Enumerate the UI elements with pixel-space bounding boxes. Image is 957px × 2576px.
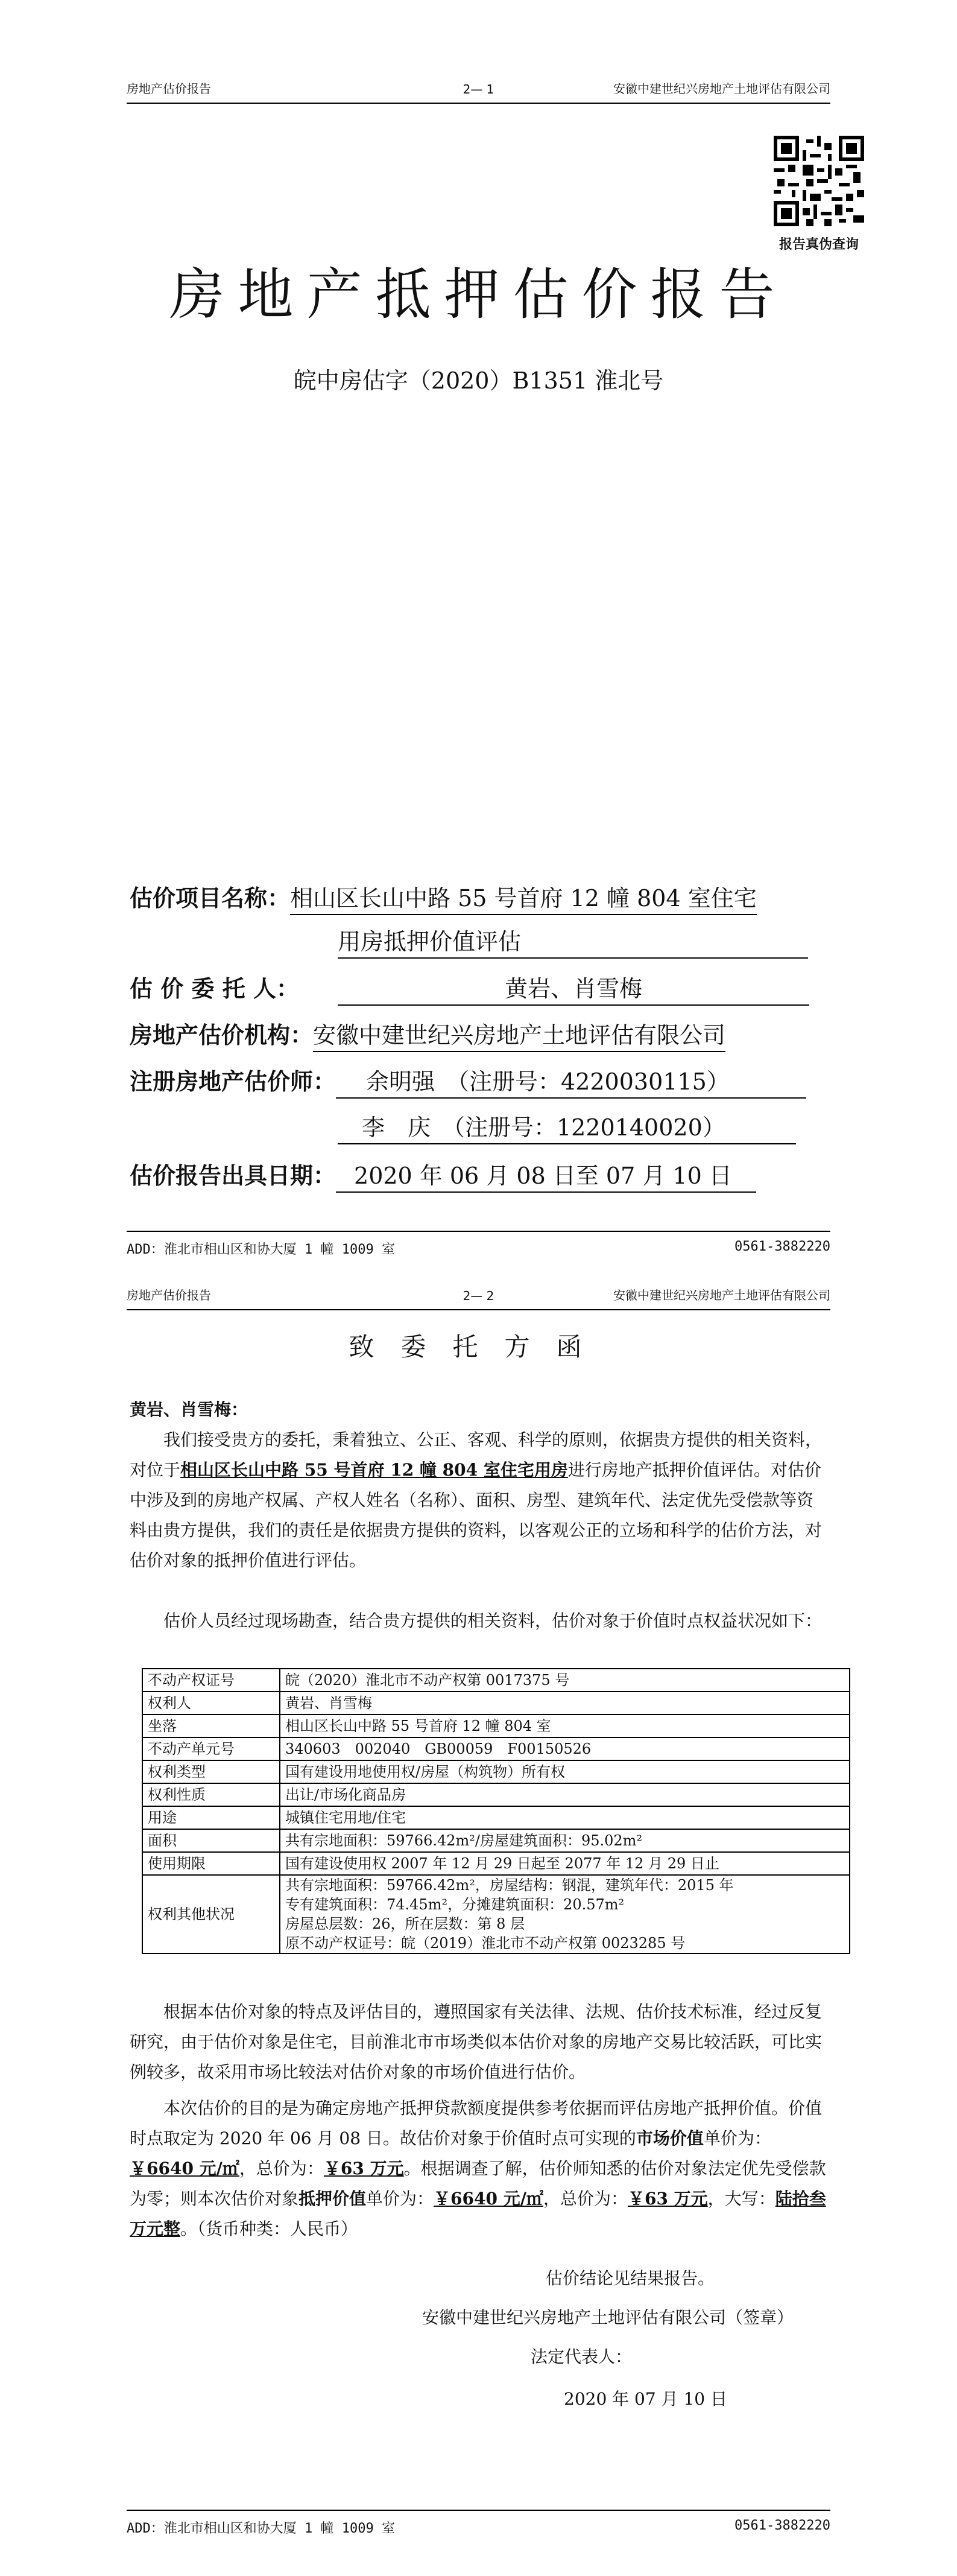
para1-text: 我们接受贵方的委托，秉着独立、公正、客观、科学的原则，依据贵方提供的相关资料，对位于 <box>130 1430 823 1480</box>
client-row <box>130 970 809 1006</box>
table-row <box>142 1715 850 1737</box>
table-row <box>142 1806 850 1829</box>
p4: 单价为： <box>366 2189 434 2209</box>
agency-row <box>130 1017 725 1052</box>
project-name-row <box>130 880 757 915</box>
other-line: 共有宗地面积：59766.42m²，房屋结构：钢混，建筑年代：2015 年 <box>285 1877 734 1894</box>
table-cell-key: 不动产权证号 <box>142 1669 280 1692</box>
property-address: 相山区长山中路 55 号首府 12 幢 804 室住宅用房 <box>180 1460 568 1480</box>
header-left: 房地产估价报告 <box>127 1288 211 1302</box>
footer-address: ADD：淮北市相山区和协大厦 1 幢 1009 室 <box>127 2521 395 2536</box>
mortgage-total-price: ￥63 万元 <box>627 2189 708 2209</box>
table-cell-key: 面积 <box>142 1829 280 1852</box>
p4-market-value: 市场价值 <box>636 2128 704 2148</box>
rights-table <box>142 1668 850 1954</box>
table-cell-key: 用途 <box>142 1806 280 1829</box>
appraiser-row-2 <box>338 1109 796 1144</box>
table-row <box>142 1875 850 1953</box>
report-title: 房地产抵押估价报告 <box>169 262 788 327</box>
table-row <box>142 1692 850 1715</box>
appraiser-1: 余明强 （注册号：4220030115） <box>336 1063 806 1099</box>
header-page-number: 2— 1 <box>463 82 494 97</box>
p4-mortgage-value: 抵押价值 <box>298 2189 367 2209</box>
table-cell-value: 皖（2020）淮北市不动产权第 0017375 号 <box>280 1669 850 1692</box>
project-name-label: 估价项目名称： <box>130 885 291 912</box>
letter-page <box>0 1285 957 2576</box>
header-company: 安徽中建世纪兴房地产土地评估有限公司 <box>613 81 830 96</box>
p4: 。（货币种类：人民币） <box>180 2219 358 2239</box>
table-cell-key: 权利性质 <box>142 1783 280 1806</box>
p4: 单价为： <box>703 2128 771 2148</box>
date-label: 估价报告出具日期： <box>130 1163 336 1189</box>
client-label: 估 价 委 托 人： <box>130 976 299 1002</box>
salutation: 黄岩、肖雪梅： <box>130 1400 248 1420</box>
p4: ，总价为： <box>543 2189 628 2209</box>
qr-caption: 报告真伪查询 <box>779 236 859 252</box>
table-cell-key: 权利其他状况 <box>142 1875 280 1953</box>
project-name-value: 相山区长山中路 55 号首府 12 幢 804 室住宅 <box>290 880 757 915</box>
paragraph-2: 估价人员经过现场勘查，结合贵方提供的相关资料，估价对象于价值时点权益状况如下： <box>163 1611 823 1631</box>
agency-value: 安徽中建世纪兴房地产土地评估有限公司 <box>313 1017 725 1052</box>
p4: ，总价为： <box>239 2159 324 2178</box>
table-cell-value <box>280 1875 850 1953</box>
appraiser-row <box>130 1063 806 1099</box>
report-number: 皖中房估字（2020）B1351 淮北号 <box>293 367 664 394</box>
table-row <box>142 1783 850 1806</box>
paragraph-1 <box>130 1425 827 1606</box>
header-company: 安徽中建世纪兴房地产土地评估有限公司 <box>613 1288 830 1302</box>
p4: 本次估价的目的是为确定房地产抵押贷款额度提供参考依据而评估房地产抵押价值。价值时点取定为 2020 年 06 月 08 日。故估价对象于价值时点可实现的 <box>130 2098 823 2148</box>
conclusion-note: 估价结论见结果报告。 <box>546 2268 715 2288</box>
table-cell-key: 坐落 <box>142 1715 280 1737</box>
table-row <box>142 1760 850 1783</box>
footer-address: ADD：淮北市相山区和协大厦 1 幢 1009 室 <box>127 1242 395 1257</box>
table-cell-value: 国有建设用地使用权/房屋（构筑物）所有权 <box>280 1760 850 1783</box>
table-row <box>142 1829 850 1852</box>
project-name-row-2 <box>338 923 808 959</box>
header-page-number: 2— 2 <box>463 1289 494 1303</box>
appraiser-label: 注册房地产估价师： <box>130 1068 336 1095</box>
cover-page <box>0 0 957 1285</box>
paragraph-3: 根据本估价对象的特点及评估目的，遵照国家有关法律、法规、估价技术标准，经过反复研究，由于估价对象是住宅，目前淮北市市场类似本估价对象的房地产交易比较活跃，可比实例较多，故采用市场比较法对估价对象的市场价值进行估价。 <box>130 2002 823 2082</box>
table-row <box>142 1669 850 1692</box>
page-header <box>127 78 830 104</box>
table-cell-value: 国有建设使用权 2007 年 12 月 29 日起至 2077 年 12 月 29 日止 <box>280 1852 850 1875</box>
letter-title: 致委托方函 <box>349 1332 608 1362</box>
other-line: 房屋总层数：26，所在层数：第 8 层 <box>285 1915 525 1932</box>
table-cell-key: 不动产单元号 <box>142 1737 280 1760</box>
table-cell-value: 出让/市场化商品房 <box>280 1783 850 1806</box>
page-header <box>127 1285 830 1310</box>
amount-in-words: 陆拾叁万元整 <box>130 2189 826 2239</box>
qr-code-icon[interactable] <box>774 136 864 226</box>
market-unit-price: ￥6640 元/㎡ <box>130 2159 239 2178</box>
date-value: 2020 年 06 月 08 日至 07 月 10 日 <box>336 1157 756 1193</box>
footer-phone: 0561-3882220 <box>734 1239 830 1254</box>
company-signature: 安徽中建世纪兴房地产土地评估有限公司（签章） <box>422 2308 794 2327</box>
paragraph-4 <box>130 2093 827 2244</box>
agency-label: 房地产估价机构： <box>130 1022 314 1048</box>
table-cell-value: 城镇住宅用地/住宅 <box>280 1806 850 1829</box>
table-cell-value: 黄岩、肖雪梅 <box>280 1692 850 1715</box>
client-value: 黄岩、肖雪梅 <box>338 970 809 1006</box>
p4: 。根据调查了解，估价师知悉的估价对象法定优先受偿款为零；则本次估价对象 <box>130 2159 826 2209</box>
table-cell-value: 相山区长山中路 55 号首府 12 幢 804 室 <box>280 1715 850 1737</box>
p4: ，大写： <box>707 2189 775 2209</box>
project-name-value-2: 用房抵押价值评估 <box>338 923 808 959</box>
table-row <box>142 1852 850 1875</box>
table-row <box>142 1737 850 1760</box>
table-cell-key: 使用期限 <box>142 1852 280 1875</box>
table-cell-key: 权利人 <box>142 1692 280 1715</box>
page-footer <box>127 1231 830 1256</box>
table-cell-value: 共有宗地面积：59766.42m²/房屋建筑面积：95.02m² <box>280 1829 850 1852</box>
other-line: 专有建筑面积：74.45m²，分摊建筑面积：20.57m² <box>285 1896 625 1913</box>
date-row <box>130 1157 756 1193</box>
table-cell-value: 340603 002040 GB00059 F00150526 <box>280 1737 850 1760</box>
header-left: 房地产估价报告 <box>127 81 211 96</box>
footer-phone: 0561-3882220 <box>734 2518 830 2533</box>
market-total-price: ￥63 万元 <box>323 2159 404 2178</box>
mortgage-unit-price: ￥6640 元/㎡ <box>434 2189 543 2209</box>
page-footer <box>127 2510 830 2535</box>
legal-representative: 法定代表人： <box>531 2347 633 2367</box>
appraiser-2: 李 庆 （注册号：1220140020） <box>338 1109 796 1144</box>
table-cell-key: 权利类型 <box>142 1760 280 1783</box>
other-line: 原不动产权证号：皖（2019）淮北市不动产权第 0023285 号 <box>285 1935 686 1952</box>
signature-date: 2020 年 07 月 10 日 <box>564 2389 728 2409</box>
para1-text-2: 进行房地产抵押价值评估。对估价中涉及到的房地产权属、产权人姓名（名称）、面积、房型、建筑年代、法定优先受偿款等资料由贵方提供，我们的责任是依据贵方提供的资料，以客观公正的立场和科学的估价方法，对估价对象的抵押价值进行评估。 <box>130 1460 823 1570</box>
